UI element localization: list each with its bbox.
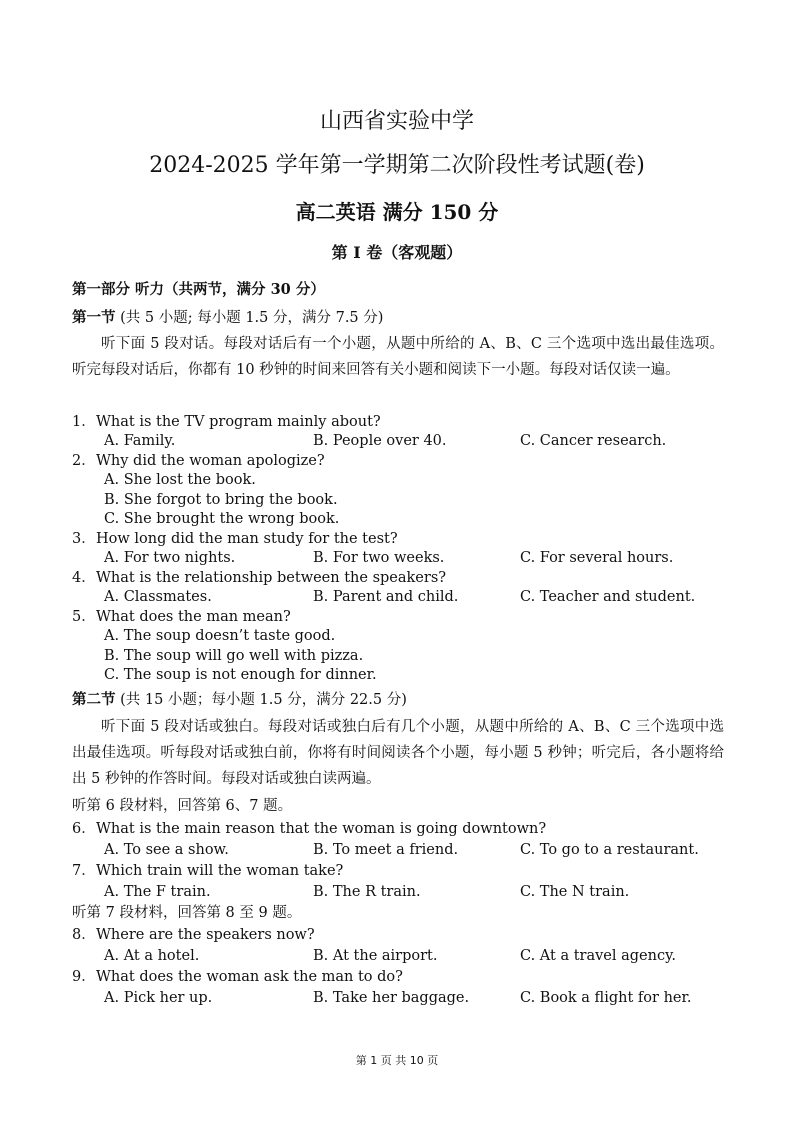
section2-header bbox=[72, 690, 407, 710]
question-2-number: 2． bbox=[72, 453, 96, 469]
question-9-option-c: C. Book a flight for her. bbox=[520, 990, 692, 1006]
question-7-option-a: A. The F train. bbox=[104, 884, 211, 900]
material-6-instruction: 听第 6 段材料，回答第 6、7 题。 bbox=[72, 798, 293, 814]
question-7-text: Which train will the woman take? bbox=[96, 863, 344, 879]
question-1-option-a: A. Family. bbox=[104, 433, 176, 449]
question-1-text: What is the TV program mainly about? bbox=[96, 414, 381, 430]
question-5-option-c: C. The soup is not enough for dinner. bbox=[104, 667, 377, 683]
question-3-option-a: A. For two nights. bbox=[104, 550, 236, 566]
material-7-instruction: 听第 7 段材料，回答第 8 至 9 题。 bbox=[72, 905, 302, 921]
question-7-option-b: B. The R train. bbox=[313, 884, 421, 900]
section2-info: (共 15 小题；每小题 1.5 分，满分 22.5 分) bbox=[120, 692, 407, 708]
question-4-number: 4． bbox=[72, 570, 96, 586]
page-number: 第 1 页 共 10 页 bbox=[355, 1054, 439, 1067]
question-9-text: What does the woman ask the man to do? bbox=[96, 969, 403, 985]
question-6-option-b: B. To meet a friend. bbox=[313, 842, 459, 858]
question-9-option-b: B. Take her baggage. bbox=[313, 990, 470, 1006]
question-3-option-b: B. For two weeks. bbox=[313, 550, 445, 566]
question-9-number: 9． bbox=[72, 969, 96, 985]
question-2-text: Why did the woman apologize? bbox=[96, 453, 325, 469]
question-1-option-c: C. Cancer research. bbox=[520, 433, 667, 449]
question-4-option-a: A. Classmates. bbox=[104, 589, 212, 605]
question-9-option-a: A. Pick her up. bbox=[104, 990, 213, 1006]
question-5-option-b: B. The soup will go well with pizza. bbox=[104, 648, 364, 664]
question-8-option-c: C. At a travel agency. bbox=[520, 948, 676, 964]
section2-heading: 第二节 bbox=[72, 691, 116, 708]
question-2-option-b: B. She forgot to bring the book. bbox=[104, 492, 338, 508]
section1-info: (共 5 小题; 每小题 1.5 分，满分 7.5 分) bbox=[120, 310, 384, 326]
question-8-option-b: B. At the airport. bbox=[313, 948, 438, 964]
question-5-number: 5． bbox=[72, 609, 96, 625]
question-7-number: 7． bbox=[72, 863, 96, 879]
subject-title: 高二英语 满分 150 分 bbox=[295, 200, 499, 224]
question-3-option-c: C. For several hours. bbox=[520, 550, 674, 566]
question-4-option-c: C. Teacher and student. bbox=[520, 589, 696, 605]
question-5-text: What does the man mean? bbox=[96, 609, 291, 625]
question-8-number: 8． bbox=[72, 927, 96, 943]
question-6-number: 6． bbox=[72, 821, 96, 837]
question-1-number: 1． bbox=[72, 414, 96, 430]
part1-title: 第一部分 听力（共两节，满分 30 分） bbox=[72, 281, 325, 298]
question-6-option-c: C. To go to a restaurant. bbox=[520, 842, 699, 858]
volume-title: 第 I 卷（客观题） bbox=[331, 243, 463, 262]
section1-instructions: 听下面 5 段对话。每段对话后有一个小题，从题中所给的 A、B、C 三个选项中选出最佳选项。听完每段对话后，你都有 10 秒钟的时间来回答有关小题和阅读下一小题。每段对话仅读一遍。 bbox=[72, 336, 724, 378]
question-1-option-b: B. People over 40. bbox=[313, 433, 447, 449]
question-3-text: How long did the man study for the test? bbox=[96, 531, 398, 547]
question-8-text: Where are the speakers now? bbox=[96, 927, 315, 943]
section1-heading: 第一节 bbox=[72, 309, 116, 326]
question-4-text: What is the relationship between the speakers? bbox=[96, 570, 447, 586]
question-8-option-a: A. At a hotel. bbox=[104, 948, 200, 964]
school-name: 山西省实验中学 bbox=[319, 109, 474, 134]
question-6-option-a: A. To see a show. bbox=[104, 842, 229, 858]
question-6-text: What is the main reason that the woman is going downtown? bbox=[96, 821, 547, 837]
question-5-option-a: A. The soup doesn’t taste good. bbox=[104, 628, 336, 644]
question-7-option-c: C. The N train. bbox=[520, 884, 630, 900]
question-2-option-a: A. She lost the book. bbox=[104, 472, 256, 488]
question-2-option-c: C. She brought the wrong book. bbox=[104, 511, 340, 527]
question-4-option-b: B. Parent and child. bbox=[313, 589, 459, 605]
section1-header bbox=[72, 308, 383, 328]
exam-title: 2024-2025 学年第一学期第二次阶段性考试题(卷) bbox=[149, 153, 645, 178]
question-3-number: 3． bbox=[72, 531, 96, 547]
section2-instructions: 听下面 5 段对话或独白。每段对话或独白后有几个小题，从题中所给的 A、B、C 三个选项中选出最佳选项。听每段对话或独白前，你将有时间阅读各个小题，每小题 5 秒钟；听完后，各小题将给出 5 秒钟的作答时间。每段对话或独白读两遍。 bbox=[72, 719, 724, 787]
